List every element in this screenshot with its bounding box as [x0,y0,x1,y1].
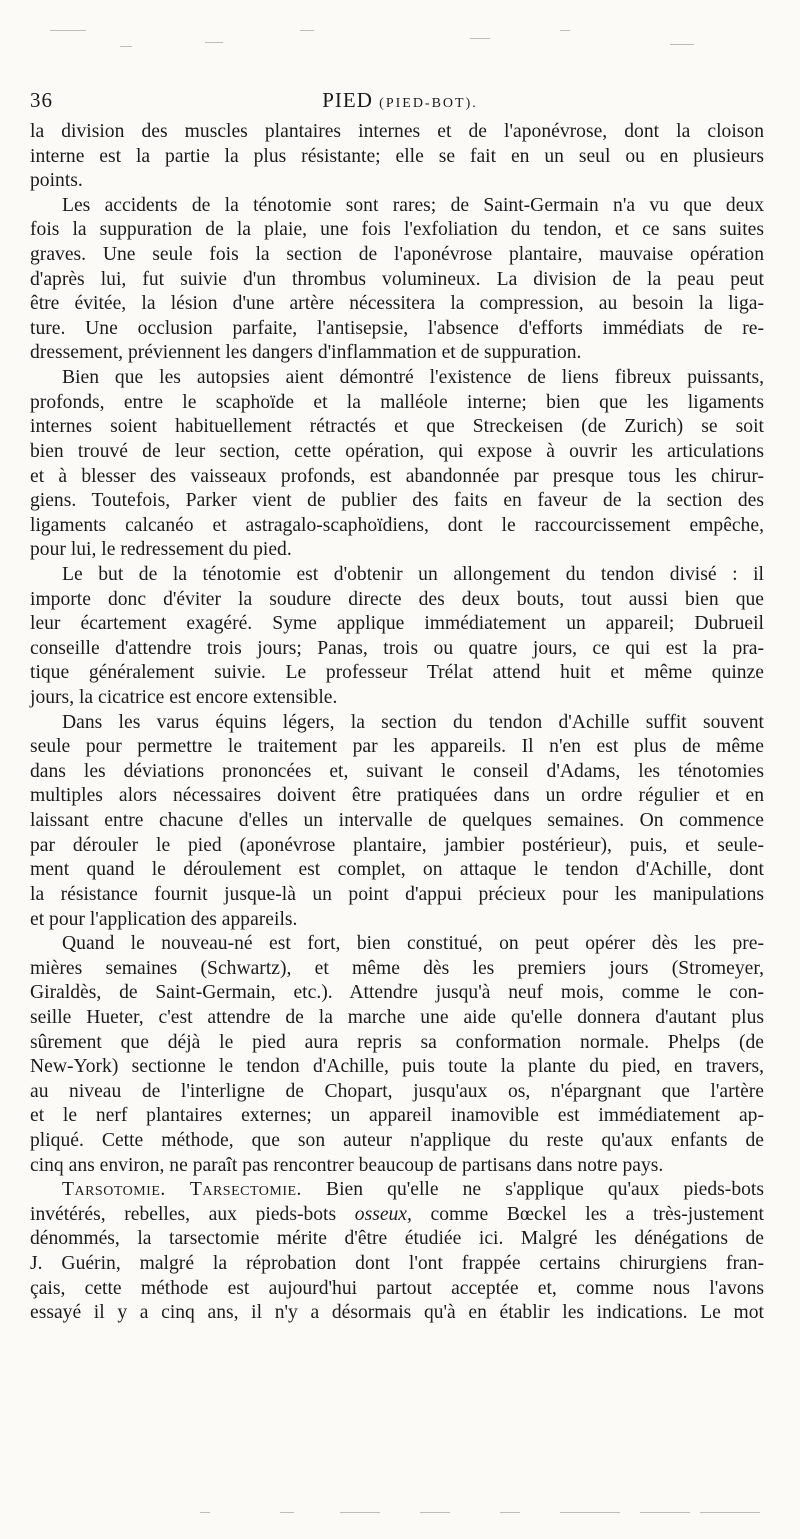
text-line: ment quand le déroulement est complet, on attaque le tendon d'Achille, dont [30,859,764,881]
text-line: Le but de la ténotomie est d'obtenir un allongement du tendon divisé : il [62,563,764,585]
scan-noise [205,42,223,43]
text-line: Bien que les autopsies aient démontré l'existence de liens fibreux puissants, [62,367,764,389]
text-line: être évitée, la lésion d'une artère nécessitera la compression, au besoin la liga- [30,293,764,315]
text-line: çais, cette méthode est aujourd'hui partout acceptée et, comme nous l'avons [30,1277,764,1299]
text-line: et le nerf plantaires externes; un appareil inamovible est immédiatement ap- [30,1105,764,1127]
scan-noise [420,1512,450,1513]
scan-noise [340,1512,380,1513]
text-span: invétérés, rebelles, aux pieds-bots [30,1203,337,1225]
text-line: tique généralement suivie. Le professeur Trélat attend huit et même quinze [30,662,764,684]
text-line: pour lui, le redressement du pied. [30,539,292,561]
text-line: dressement, préviennent les dangers d'inflammation et de suppuration. [30,342,582,364]
text-line [30,1178,764,1203]
text-line: pliqué. Cette méthode, que son auteur n'applique du reste qu'aux enfants de [30,1129,764,1151]
text-line: cinq ans environ, ne paraît pas rencontrer beaucoup de partisans dans notre pays. [30,1154,664,1176]
text-line [30,1203,764,1228]
text-line: conseille d'attendre trois jours; Panas, trois ou quatre jours, ce qui est la pra- [30,637,764,659]
scan-noise [670,44,694,45]
text-line: au niveau de l'interligne de Chopart, jusqu'aux os, n'épargnant que l'artère [30,1080,764,1102]
scan-noise [200,1512,210,1513]
running-title-sub: (PIED-BOT). [379,96,478,111]
running-header [30,88,770,118]
text-line: la division des muscles plantaires internes et de l'aponévrose, dont la cloison [30,121,764,142]
text-line: et à blesser des vaisseaux profonds, est abandonnée par presque tous les chirur- [30,465,764,487]
text-line: la résistance fournit jusque-là un point d'appui précieux pour les manipulations [30,883,764,905]
scan-noise [300,30,314,31]
text-line: par dérouler le pied (aponévrose plantaire, jambier postérieur), puis, et seule- [30,834,764,856]
scan-noise [470,38,490,39]
text-span: Bien qu'elle ne s'applique qu'aux pieds-bots [326,1179,764,1201]
text-line: interne est la partie la plus résistante; elle se fait en un seul ou en plusieurs [30,145,764,167]
text-line: dans les déviations prononcées et, suivant le conseil d'Adams, les ténotomies [30,760,764,782]
scan-noise [560,30,570,31]
section-heading-tarsotomie: Tarsotomie. [62,1179,166,1201]
text-line: multiples alors nécessaires doivent être pratiquées dans un ordre régulier et en [30,785,764,807]
text-line: graves. Une seule fois la section de l'aponévrose plantaire, mauvaise opération [30,244,764,266]
text-line: et pour l'application des appareils. [30,908,298,930]
text-line: Quand le nouveau-né est fort, bien constitué, on peut opérer dès les pre- [62,933,764,955]
section-heading-tarsectomie: Tarsectomie. [189,1179,302,1201]
text-line: New-York) sectionne le tendon d'Achille, puis toute la plante du pied, en travers, [30,1056,764,1078]
scan-noise [700,1512,760,1513]
running-title [30,88,770,113]
page-number: 36 [30,88,53,112]
text-line: d'après lui, fut suivie d'un thrombus volumineux. La division de la peau peut [30,268,764,290]
text-line: internes soient habituellement rétractés et que Streckeisen (de Zurich) se soit [30,416,764,438]
text-span: comme Bœckel les a très-justement [430,1203,764,1225]
text-line: ligaments calcanéo et astragalo-scaphoïdiens, dont le raccourcissement empêche, [30,514,764,536]
scan-noise [50,30,86,31]
body-text [30,120,764,1326]
text-line: essayé il y a cinq ans, il n'y a désormais qu'à en établir les indications. Le mot [30,1302,764,1324]
text-line: giens. Toutefois, Parker vient de publier des faits en faveur de la section des [30,490,764,512]
text-line: bien trouvé de leur section, cette opération, qui expose à ouvrir les articulations [30,440,764,462]
scan-noise [640,1512,690,1513]
text-line: mières semaines (Schwartz), et même dès les premiers jours (Stromeyer, [30,957,764,979]
scan-noise [560,1512,620,1513]
text-line: importe donc d'éviter la soudure directe des deux bouts, tout aussi bien que [30,588,764,610]
text-line: J. Guérin, malgré la réprobation dont l'ont frappée certains chirurgiens fran- [30,1253,764,1275]
italic-term: osseux, [354,1203,412,1225]
text-line: Giraldès, de Saint-Germain, etc.). Attendre jusqu'à neuf mois, comme le con- [30,982,764,1004]
text-line: laissant entre chacune d'elles un intervalle de quelques semaines. On commence [30,810,764,832]
text-line: jours, la cicatrice est encore extensible. [30,687,338,709]
text-line: points. [30,170,83,192]
scan-noise [280,1512,294,1513]
text-line: profonds, entre le scaphoïde et la malléole interne; bien que les ligaments [30,391,764,413]
text-line: seule pour permettre le traitement par les appareils. Il n'en est plus de même [30,736,764,758]
text-line: sûrement que déjà le pied aura repris sa conformation normale. Phelps (de [30,1031,764,1053]
running-title-main: PIED [322,88,373,112]
text-line: ture. Une occlusion parfaite, l'antisepsie, l'absence d'efforts immédiats de re- [30,317,764,339]
text-line: fois la suppuration de la plaie, une fois l'exfoliation du tendon, et ce sans suites [30,219,764,241]
text-line: dénommés, la tarsectomie mérite d'être étudiée ici. Malgré les dénégations de [30,1228,764,1250]
scan-noise [500,1512,520,1513]
text-line: Les accidents de la ténotomie sont rares; de Saint-Germain n'a vu que deux [62,194,764,216]
text-line: leur écartement exagéré. Syme applique immédiatement un appareil; Dubrueil [30,613,764,635]
text-line: seille Hueter, c'est attendre de la marche une aide qu'elle donnera d'autant plus [30,1006,764,1028]
text-line: Dans les varus équins légers, la section du tendon d'Achille suffit souvent [62,711,764,733]
scan-noise [120,46,132,47]
